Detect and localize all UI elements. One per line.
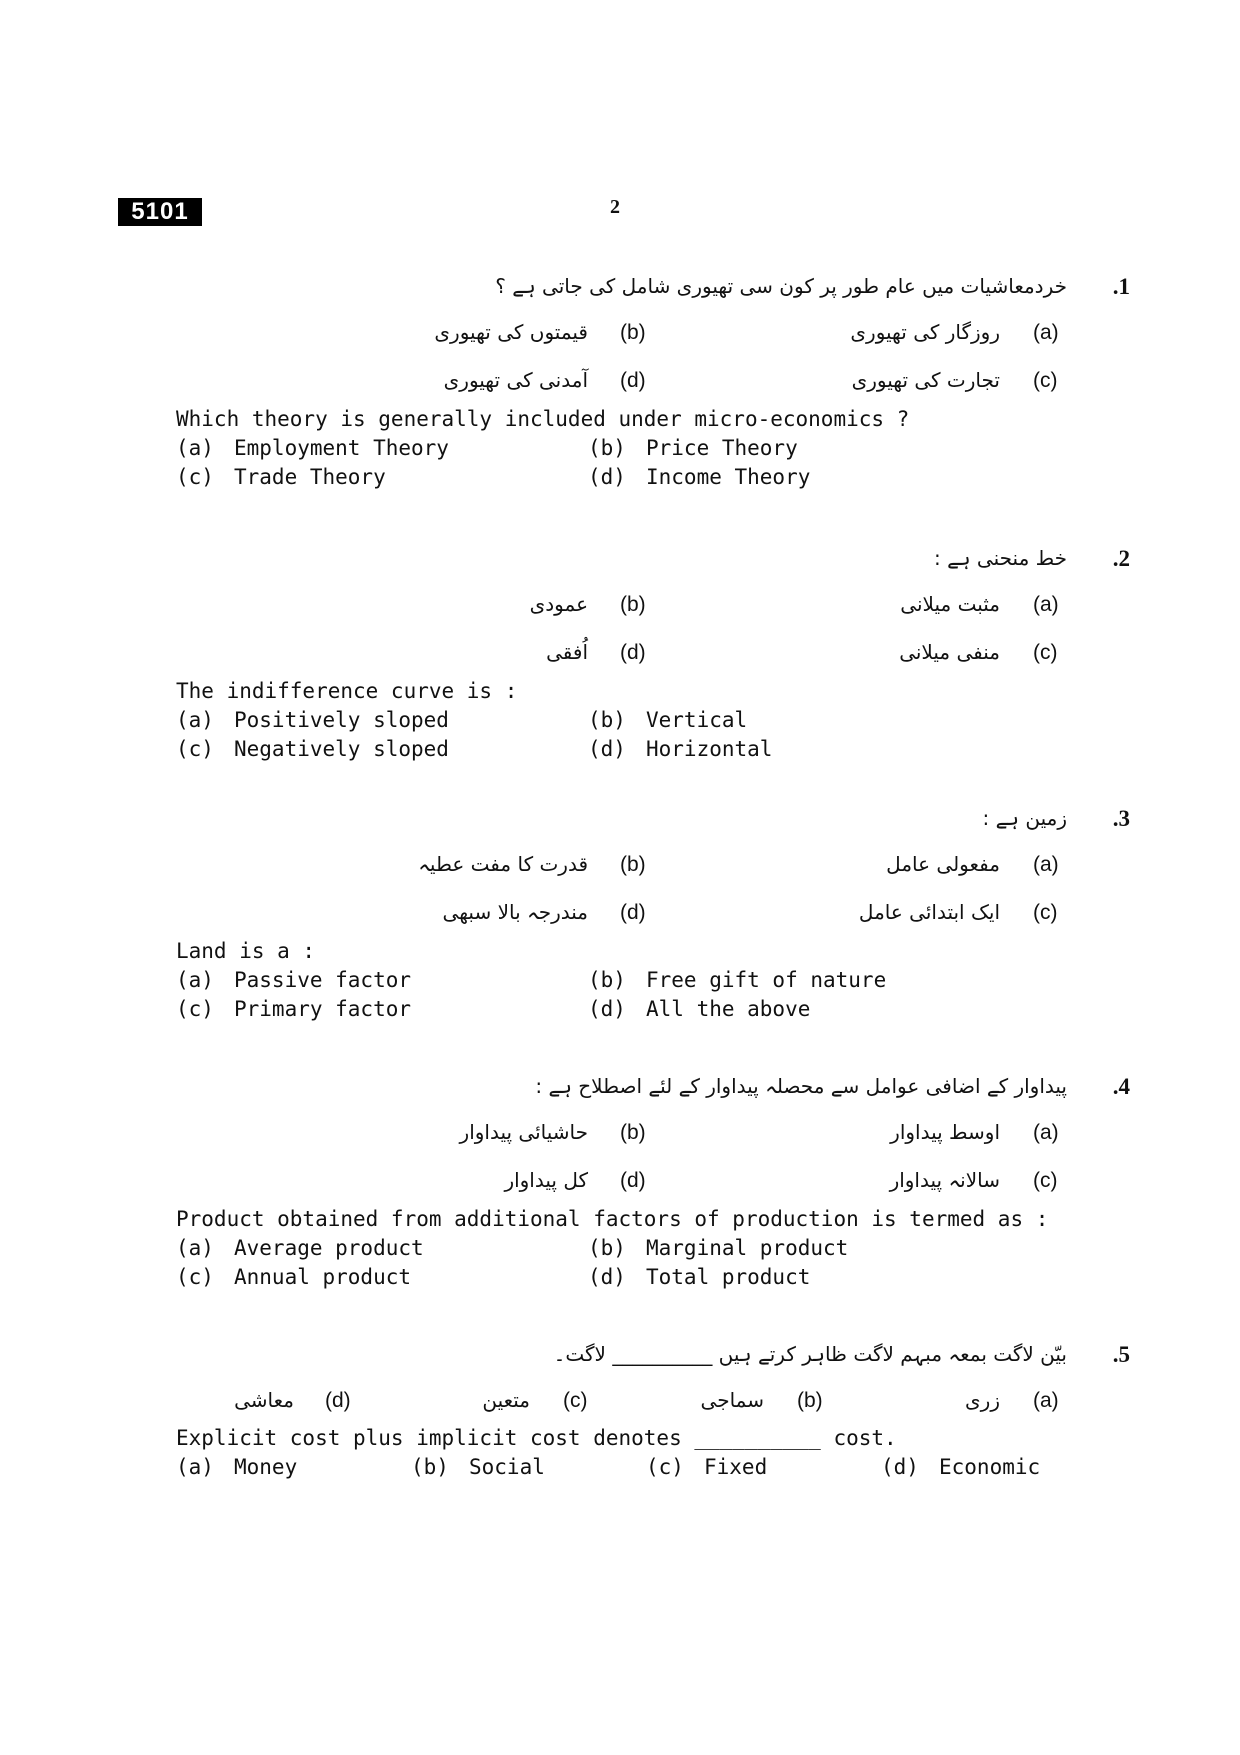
english-option-text: Social bbox=[469, 1455, 545, 1479]
english-option-label: (d) bbox=[588, 465, 626, 489]
english-option-label: (d) bbox=[881, 1455, 919, 1479]
question-number: .2 bbox=[1112, 546, 1130, 571]
urdu-option-label: (a) bbox=[1033, 593, 1059, 616]
urdu-option-text: سالانہ پیداوار bbox=[889, 1168, 1000, 1192]
question-number: .3 bbox=[1112, 806, 1130, 831]
english-option-label: (d) bbox=[588, 737, 626, 761]
english-option-text: Price Theory bbox=[646, 436, 798, 460]
english-option-text: Primary factor bbox=[234, 997, 412, 1021]
english-option-label: (a) bbox=[176, 436, 214, 460]
english-option-label: (c) bbox=[176, 997, 214, 1021]
english-option-text: Horizontal bbox=[646, 737, 773, 761]
urdu-option-label: (c) bbox=[1033, 641, 1058, 664]
urdu-option-text: آمدنی کی تھیوری bbox=[443, 368, 588, 392]
urdu-option-label: (a) bbox=[1033, 1389, 1059, 1412]
english-option-label: (c) bbox=[646, 1455, 684, 1479]
urdu-option-text: عمودی bbox=[529, 592, 588, 616]
urdu-option-text: ایک ابتدائی عامل bbox=[858, 900, 1000, 924]
paper-code-badge: 5101 bbox=[118, 198, 202, 226]
english-option-label: (a) bbox=[176, 708, 214, 732]
urdu-option-text: متعین bbox=[482, 1388, 530, 1412]
urdu-option-label: (a) bbox=[1033, 853, 1059, 876]
question-number: .4 bbox=[1112, 1074, 1130, 1099]
english-question: Explicit cost plus implicit cost denotes __________ cost. bbox=[176, 1426, 897, 1450]
english-option-text: Economic bbox=[939, 1455, 1041, 1479]
urdu-option-text: قدرت کا مفت عطیہ bbox=[418, 852, 588, 876]
english-option-text: Vertical bbox=[646, 708, 748, 732]
urdu-option-text: مندرجہ بالا سبھی bbox=[442, 900, 588, 924]
urdu-option-text: قیمتوں کی تھیوری bbox=[434, 320, 588, 344]
english-option-text: All the above bbox=[646, 997, 811, 1021]
page-number: 2 bbox=[610, 196, 620, 218]
english-option-label: (b) bbox=[588, 708, 626, 732]
urdu-option-label: (c) bbox=[1033, 369, 1058, 392]
english-option-label: (b) bbox=[411, 1455, 449, 1479]
english-option-label: (a) bbox=[176, 968, 214, 992]
english-question: The indifference curve is : bbox=[176, 679, 518, 703]
urdu-question: زمین ہے : bbox=[982, 806, 1067, 830]
english-question: Land is a : bbox=[176, 939, 316, 963]
question-number: .1 bbox=[1112, 274, 1130, 299]
urdu-option-label: (b) bbox=[620, 853, 646, 876]
urdu-option-text: روزگار کی تھیوری bbox=[850, 320, 1000, 344]
english-option-text: Annual product bbox=[234, 1265, 412, 1289]
english-option-text: Total product bbox=[646, 1265, 811, 1289]
urdu-option-text: کل پیداوار bbox=[504, 1168, 588, 1192]
english-question: Product obtained from additional factors of production is termed as : bbox=[176, 1207, 1049, 1231]
urdu-question: خط منحنی ہے : bbox=[934, 546, 1067, 570]
english-option-text: Average product bbox=[234, 1236, 424, 1260]
english-option-label: (d) bbox=[588, 997, 626, 1021]
english-option-text: Passive factor bbox=[234, 968, 412, 992]
urdu-option-text: معاشی bbox=[234, 1388, 294, 1412]
english-option-text: Employment Theory bbox=[234, 436, 449, 460]
urdu-question: بیّن لاگت بمعہ مبہم لاگت ظاہر کرتے ہیں __________ لاگت۔ bbox=[553, 1342, 1067, 1366]
question-number: .5 bbox=[1112, 1342, 1130, 1367]
urdu-option-text: اوسط پیداوار bbox=[890, 1120, 1000, 1144]
urdu-option-text: منفی میلانی bbox=[899, 640, 1000, 664]
english-option-label: (b) bbox=[588, 1236, 626, 1260]
urdu-option-label: (d) bbox=[325, 1389, 351, 1412]
urdu-option-label: (d) bbox=[620, 369, 646, 392]
english-option-text: Income Theory bbox=[646, 465, 811, 489]
urdu-option-label: (d) bbox=[620, 1169, 646, 1192]
english-option-label: (c) bbox=[176, 465, 214, 489]
urdu-option-text: زری bbox=[965, 1388, 1000, 1412]
urdu-option-text: حاشیائی پیداوار bbox=[459, 1120, 588, 1144]
urdu-option-label: (d) bbox=[620, 641, 646, 664]
english-option-label: (d) bbox=[588, 1265, 626, 1289]
english-option-label: (c) bbox=[176, 1265, 214, 1289]
english-option-text: Money bbox=[234, 1455, 298, 1479]
english-option-label: (b) bbox=[588, 968, 626, 992]
urdu-question: خردمعاشیات میں عام طور پر کون سی تھیوری شامل کی جاتی ہے ؟ bbox=[495, 274, 1067, 298]
urdu-option-label: (c) bbox=[1033, 1169, 1058, 1192]
urdu-option-text: اُفقی bbox=[546, 640, 588, 664]
english-option-label: (c) bbox=[176, 737, 214, 761]
urdu-option-label: (b) bbox=[620, 321, 646, 344]
english-option-label: (a) bbox=[176, 1236, 214, 1260]
english-option-text: Trade Theory bbox=[234, 465, 386, 489]
english-option-text: Positively sloped bbox=[234, 708, 449, 732]
english-option-text: Free gift of nature bbox=[646, 968, 887, 992]
urdu-option-label: (b) bbox=[620, 1121, 646, 1144]
english-option-label: (b) bbox=[588, 436, 626, 460]
english-question: Which theory is generally included under micro-economics ? bbox=[176, 407, 910, 431]
urdu-option-text: مفعولی عامل bbox=[886, 852, 1000, 876]
urdu-option-text: مثبت میلانی bbox=[900, 592, 1000, 616]
english-option-text: Marginal product bbox=[646, 1236, 849, 1260]
urdu-option-label: (b) bbox=[797, 1389, 823, 1412]
urdu-option-label: (c) bbox=[563, 1389, 588, 1412]
english-option-label: (a) bbox=[176, 1455, 214, 1479]
urdu-option-text: تجارت کی تھیوری bbox=[851, 368, 1000, 392]
english-option-text: Fixed bbox=[704, 1455, 768, 1479]
urdu-option-label: (a) bbox=[1033, 321, 1059, 344]
english-option-text: Negatively sloped bbox=[234, 737, 449, 761]
urdu-option-label: (d) bbox=[620, 901, 646, 924]
urdu-option-label: (a) bbox=[1033, 1121, 1059, 1144]
urdu-option-label: (c) bbox=[1033, 901, 1058, 924]
urdu-option-label: (b) bbox=[620, 593, 646, 616]
urdu-question: پیداوار کے اضافی عوامل سے محصلہ پیداوار کے لئے اصطلاح ہے : bbox=[535, 1074, 1067, 1098]
urdu-option-text: سماجی bbox=[700, 1388, 764, 1412]
